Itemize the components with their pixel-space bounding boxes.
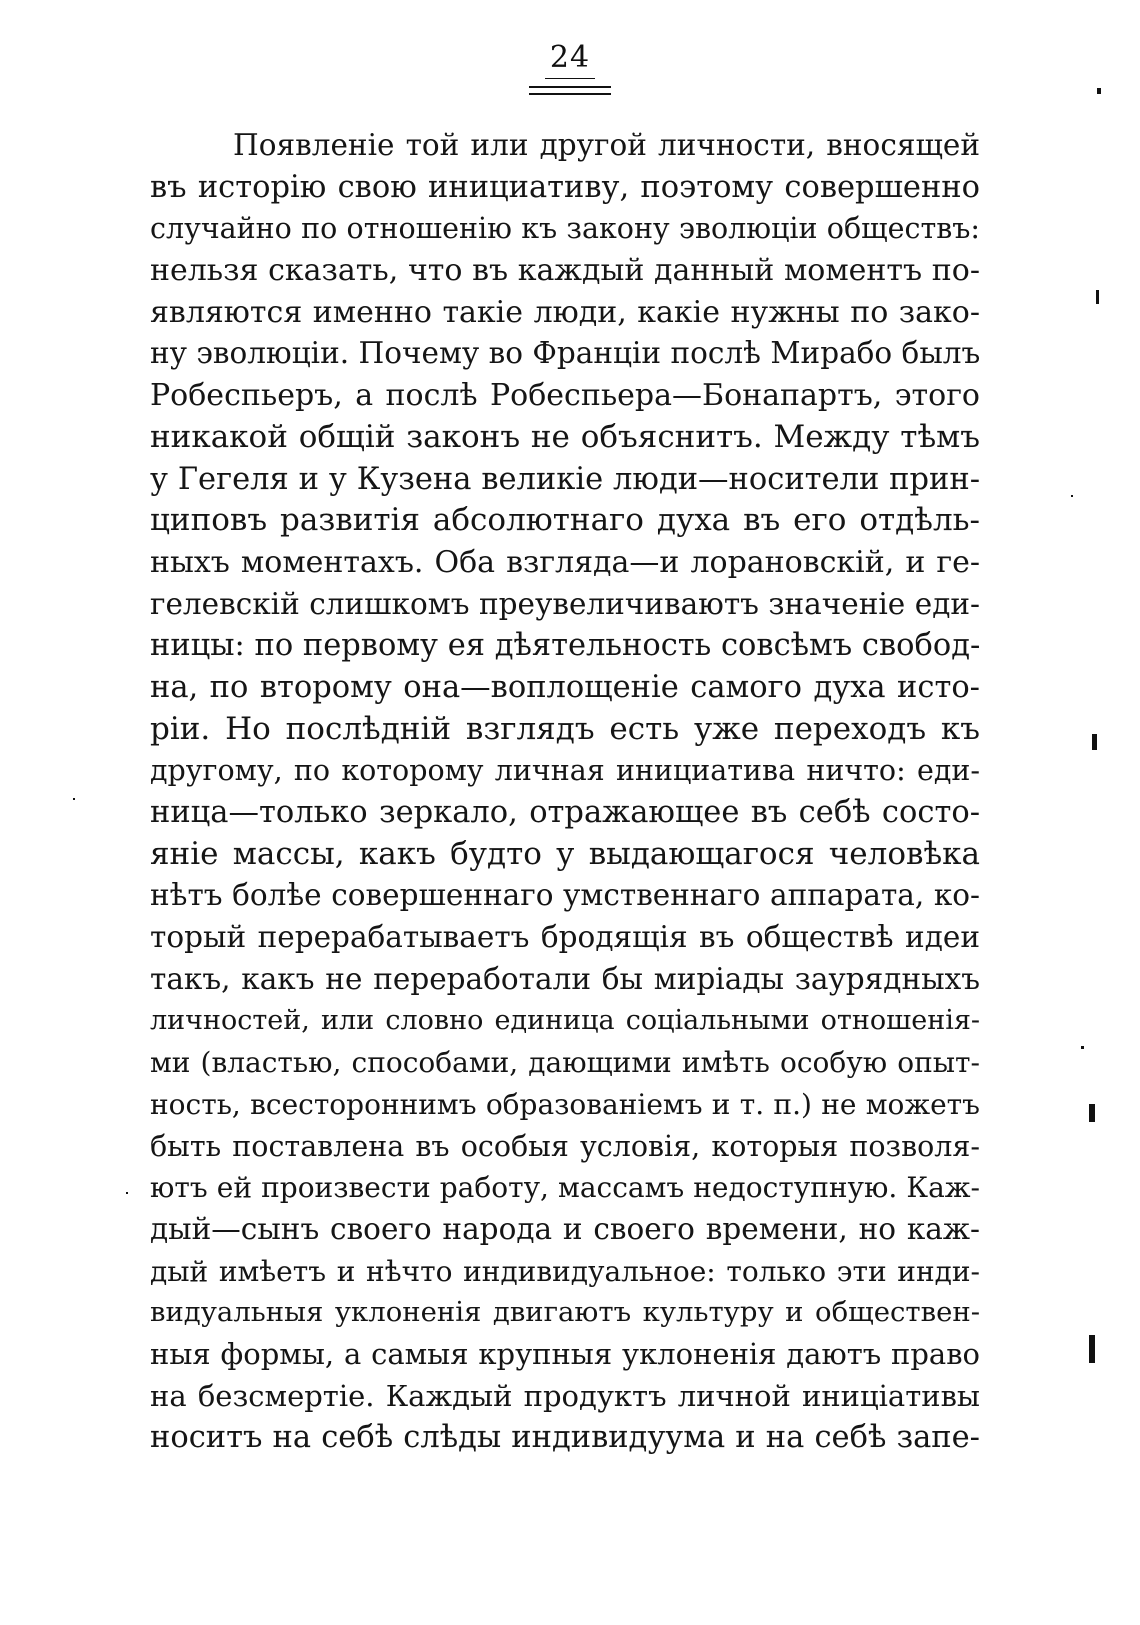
text-line: личностей, или словно единица соціальными отношенія-: [150, 1005, 980, 1037]
text-line: ность, всестороннимъ образованіемъ и т. п.) не можетъ: [150, 1087, 980, 1121]
text-line: носитъ на себѣ слѣды индивидуума и на себѣ запе-: [150, 1420, 980, 1456]
text-line: гелевскій слишкомъ преувеличиваютъ значеніе еди-: [150, 586, 980, 621]
text-line: ныя формы, а самыя крупныя уклоненія даютъ право: [150, 1336, 980, 1371]
scan-speck: [1096, 290, 1099, 304]
scan-speck: [1092, 734, 1097, 750]
text-line: видуальныя уклоненія двигаютъ культуру и обществен-: [150, 1296, 980, 1329]
scan-speck: [1071, 495, 1073, 497]
text-line: быть поставлена въ особыя условія, которыя позволя-: [150, 1129, 980, 1163]
text-line: ныхъ моментахъ. Оба взгляда—и лорановскій, и ге-: [150, 544, 980, 580]
text-line: ну эволюціи. Почему во Франціи послѣ Мирабо былъ: [150, 336, 980, 371]
text-line: никакой общій законъ не объяснитъ. Между тѣмъ: [150, 418, 980, 455]
text-line: нѣтъ болѣе совершеннаго умственнаго аппарата, ко-: [150, 878, 980, 913]
page-number: 24: [549, 40, 591, 75]
scan-speck: [73, 798, 75, 800]
scan-speck: [1097, 88, 1101, 94]
scan-speck: [126, 1192, 128, 1194]
text-line: ницы: по первому ея дѣятельность совсѣмъ свобод-: [150, 628, 980, 664]
text-line: являются именно такіе люди, какіе нужны по зако-: [150, 294, 980, 330]
text-line: на безсмертіе. Каждый продуктъ личной иниціативы: [150, 1378, 980, 1413]
text-line: торый перерабатываетъ бродящія въ обществѣ идеи: [150, 920, 980, 955]
text-line: Робеспьеръ, а послѣ Робеспьера—Бонапартъ, этого: [150, 378, 980, 414]
scan-speck: [1081, 1046, 1084, 1049]
text-line: дый—сынъ своего народа и своего времени, но каж-: [150, 1211, 980, 1246]
text-line: на, по второму она—воплощеніе самого духа исто-: [150, 669, 980, 705]
page-number-double-rule: [529, 86, 611, 95]
text-line: циповъ развитія абсолютнаго духа въ его отдѣль-: [150, 502, 980, 539]
text-line: Появленіе той или другой личности, вносящей: [233, 128, 980, 162]
text-line: у Гегеля и у Кузена великіе люди—носители прин-: [150, 461, 980, 497]
text-line: другому, по которому личная инициатива ничто: еди-: [150, 754, 980, 788]
text-line: ница—только зеркало, отражающее въ себѣ состо-: [150, 795, 980, 830]
scan-speck: [1089, 1335, 1095, 1363]
scan-speck: [1089, 1104, 1095, 1122]
text-line: яніе массы, какъ будто у выдающагося человѣка: [150, 835, 980, 872]
text-line: въ исторію свою инициативу, поэтому совершенно: [150, 169, 980, 205]
page-number-underline: [545, 78, 595, 79]
text-line: случайно по отношенію къ закону эволюціи обществъ:: [150, 212, 980, 246]
text-line: ютъ ей произвести работу, массамъ недоступную. Каж-: [150, 1171, 980, 1205]
text-line: ми (властью, способами, дающими имѣть особую опыт-: [150, 1046, 980, 1080]
text-line: дый имѣетъ и нѣчто индивидуальное: только эти инди-: [150, 1254, 980, 1288]
body-paragraph: [150, 125, 980, 1459]
text-line: нельзя сказать, что въ каждый данный моментъ по-: [150, 253, 980, 289]
text-line: такъ, какъ не переработали бы миріады заурядныхъ: [150, 961, 980, 996]
text-line: ріи. Но послѣдній взглядъ есть уже переходъ къ: [150, 710, 980, 747]
